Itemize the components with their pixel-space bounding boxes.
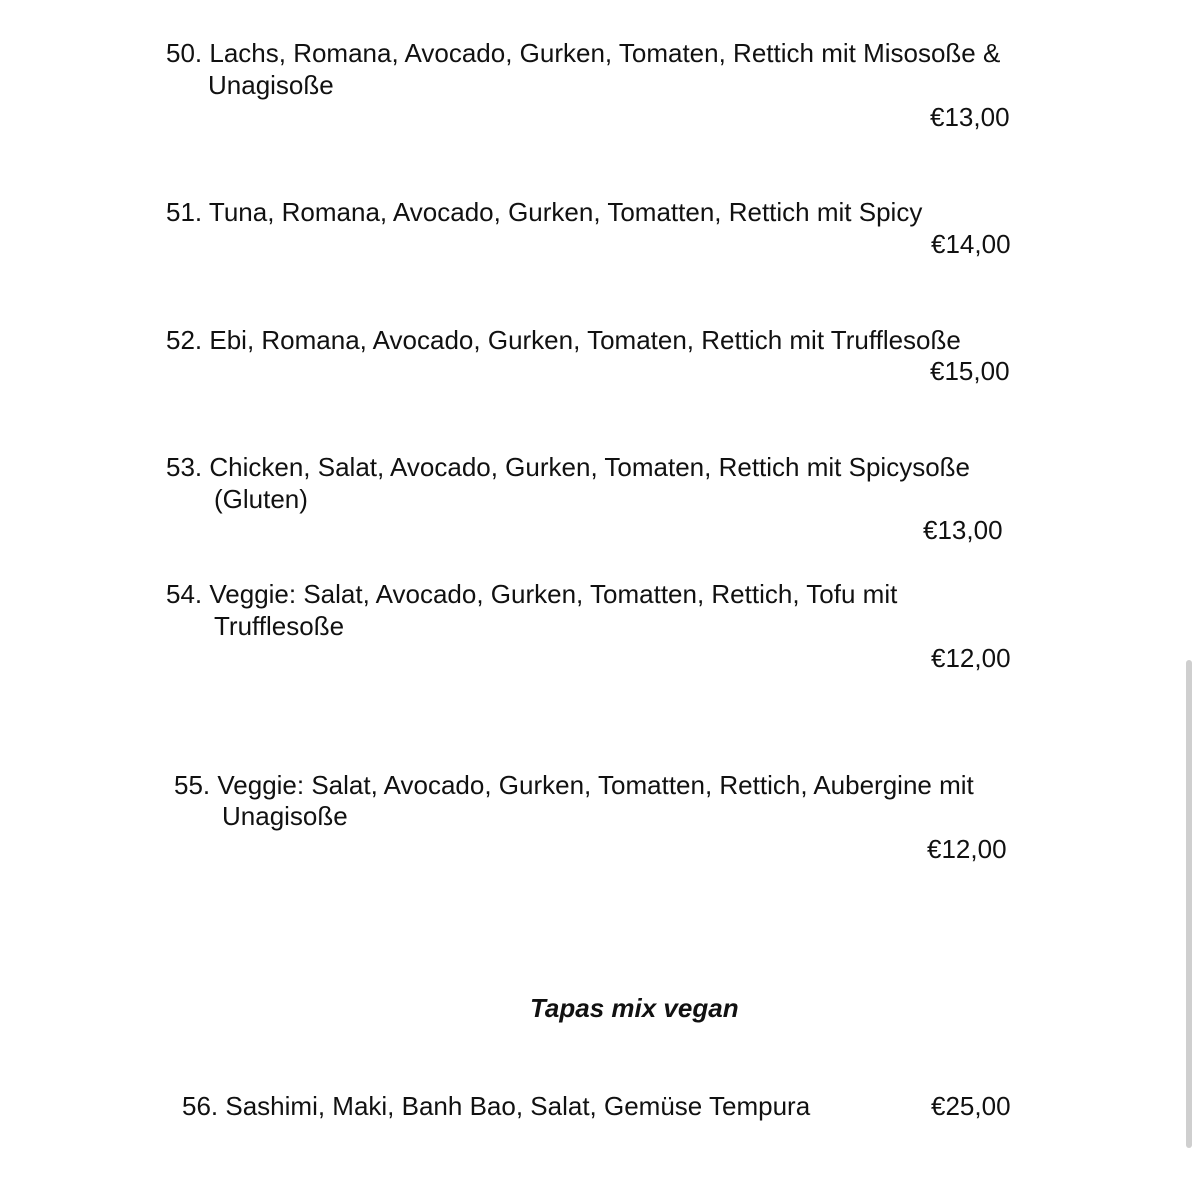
menu-item-51-description: 51. Tuna, Romana, Avocado, Gurken, Tomatten, Rettich mit Spicy [166,197,923,227]
menu-item-52-price: €15,00 [930,356,1010,386]
menu-item-52-description: 52. Ebi, Romana, Avocado, Gurken, Tomaten, Rettich mit Trufflesoße [166,325,961,355]
menu-item-55-price: €12,00 [927,834,1007,864]
menu-item-55-description-continued: Unagisoße [222,801,348,831]
menu-item-50-price: €13,00 [930,102,1010,132]
menu-item-54-price: €12,00 [931,643,1011,673]
menu-item-54-description: 54. Veggie: Salat, Avocado, Gurken, Tomatten, Rettich, Tofu mit [166,579,898,609]
menu-item-53-description: 53. Chicken, Salat, Avocado, Gurken, Tomaten, Rettich mit Spicysoße [166,452,970,482]
menu-item-50-description-continued: Unagisoße [208,70,334,100]
menu-item-50-description: 50. Lachs, Romana, Avocado, Gurken, Tomaten, Rettich mit Misosoße & [166,38,1001,68]
scrollbar-thumb[interactable] [1186,660,1192,1148]
menu-item-53-description-continued: (Gluten) [214,484,308,514]
section-heading-tapas: Tapas mix vegan [530,993,739,1023]
vertical-scrollbar[interactable] [1184,0,1194,1200]
menu-item-53-price: €13,00 [923,515,1003,545]
menu-item-55-description: 55. Veggie: Salat, Avocado, Gurken, Tomatten, Rettich, Aubergine mit [174,770,974,800]
menu-item-54-description-continued: Trufflesoße [214,611,345,641]
menu-item-56-price: €25,00 [931,1091,1011,1121]
menu-item-56-description: 56. Sashimi, Maki, Banh Bao, Salat, Gemüse Tempura [182,1091,811,1121]
menu-item-51-price: €14,00 [931,229,1011,259]
